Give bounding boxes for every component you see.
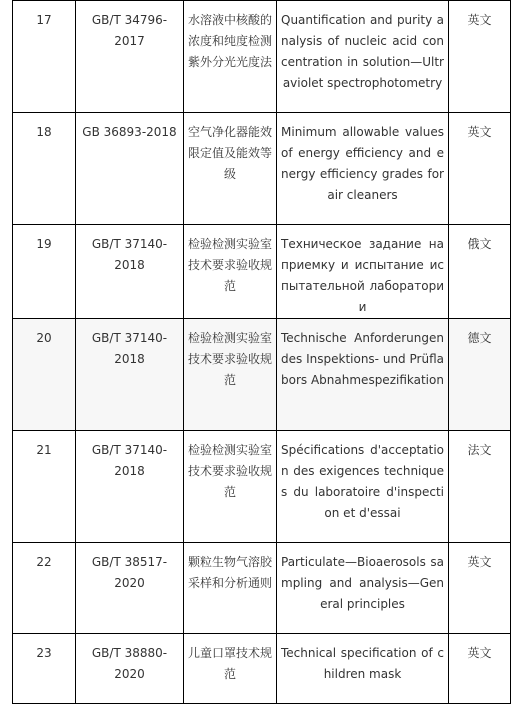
- table-row: [13, 113, 511, 225]
- standard-code: GB/T 38517-2020: [76, 543, 184, 634]
- standard-code: GB/T 37140-2018: [76, 225, 184, 319]
- table-row: [13, 1, 511, 113]
- language: 英文: [449, 113, 511, 225]
- translated-name-link[interactable]: Техническое задание на приемку и испытание испытательной лаборатории: [277, 225, 449, 319]
- chinese-name-link[interactable]: 检验检测实验室技术要求验收规范: [184, 225, 277, 319]
- translated-name-link[interactable]: Technische Anforderungen des Inspektions- und Prüflabors Abnahmespezifikation: [277, 319, 449, 431]
- translated-name-link[interactable]: Minimum allowable values of energy efficiency and energy efficiency grades for air cleaners: [277, 113, 449, 225]
- language: 英文: [449, 1, 511, 113]
- language: 英文: [449, 634, 511, 704]
- row-number: 18: [13, 113, 76, 225]
- standard-code: GB/T 38880-2020: [76, 634, 184, 704]
- standard-code: GB 36893-2018: [76, 113, 184, 225]
- translated-name-link[interactable]: Technical specification of children mask: [277, 634, 449, 704]
- table-row: [13, 225, 511, 319]
- standard-code: GB/T 34796-2017: [76, 1, 184, 113]
- language: 英文: [449, 543, 511, 634]
- language: 德文: [449, 319, 511, 431]
- translated-name-link[interactable]: Spécifications d'acceptation des exigences techniques du laboratoire d'inspection et d'essai: [277, 431, 449, 543]
- chinese-name-link[interactable]: 检验检测实验室技术要求验收规范: [184, 319, 277, 431]
- row-number: 17: [13, 1, 76, 113]
- chinese-name-link[interactable]: 检验检测实验室技术要求验收规范: [184, 431, 277, 543]
- row-number: 19: [13, 225, 76, 319]
- language: 俄文: [449, 225, 511, 319]
- table-row: [13, 431, 511, 543]
- row-number: 20: [13, 319, 76, 431]
- row-number: 23: [13, 634, 76, 704]
- translated-name-link[interactable]: Particulate—Bioaerosols sampling and analysis—General principles: [277, 543, 449, 634]
- language: 法文: [449, 431, 511, 543]
- row-number: 22: [13, 543, 76, 634]
- table-row: [13, 319, 511, 431]
- standard-code: GB/T 37140-2018: [76, 431, 184, 543]
- chinese-name-link[interactable]: 颗粒生物气溶胶采样和分析通则: [184, 543, 277, 634]
- table-row: [13, 543, 511, 634]
- row-number: 21: [13, 431, 76, 543]
- chinese-name-link[interactable]: 空气净化器能效限定值及能效等级: [184, 113, 277, 225]
- table-row: [13, 634, 511, 704]
- standards-table: [12, 0, 511, 704]
- chinese-name-link[interactable]: 水溶液中核酸的浓度和纯度检测紫外分光光度法: [184, 1, 277, 113]
- translated-name-link[interactable]: Quantification and purity analysis of nucleic acid concentration in solution—Ultraviolet spectrophotometry: [277, 1, 449, 113]
- chinese-name-link[interactable]: 儿童口罩技术规范: [184, 634, 277, 704]
- standard-code: GB/T 37140-2018: [76, 319, 184, 431]
